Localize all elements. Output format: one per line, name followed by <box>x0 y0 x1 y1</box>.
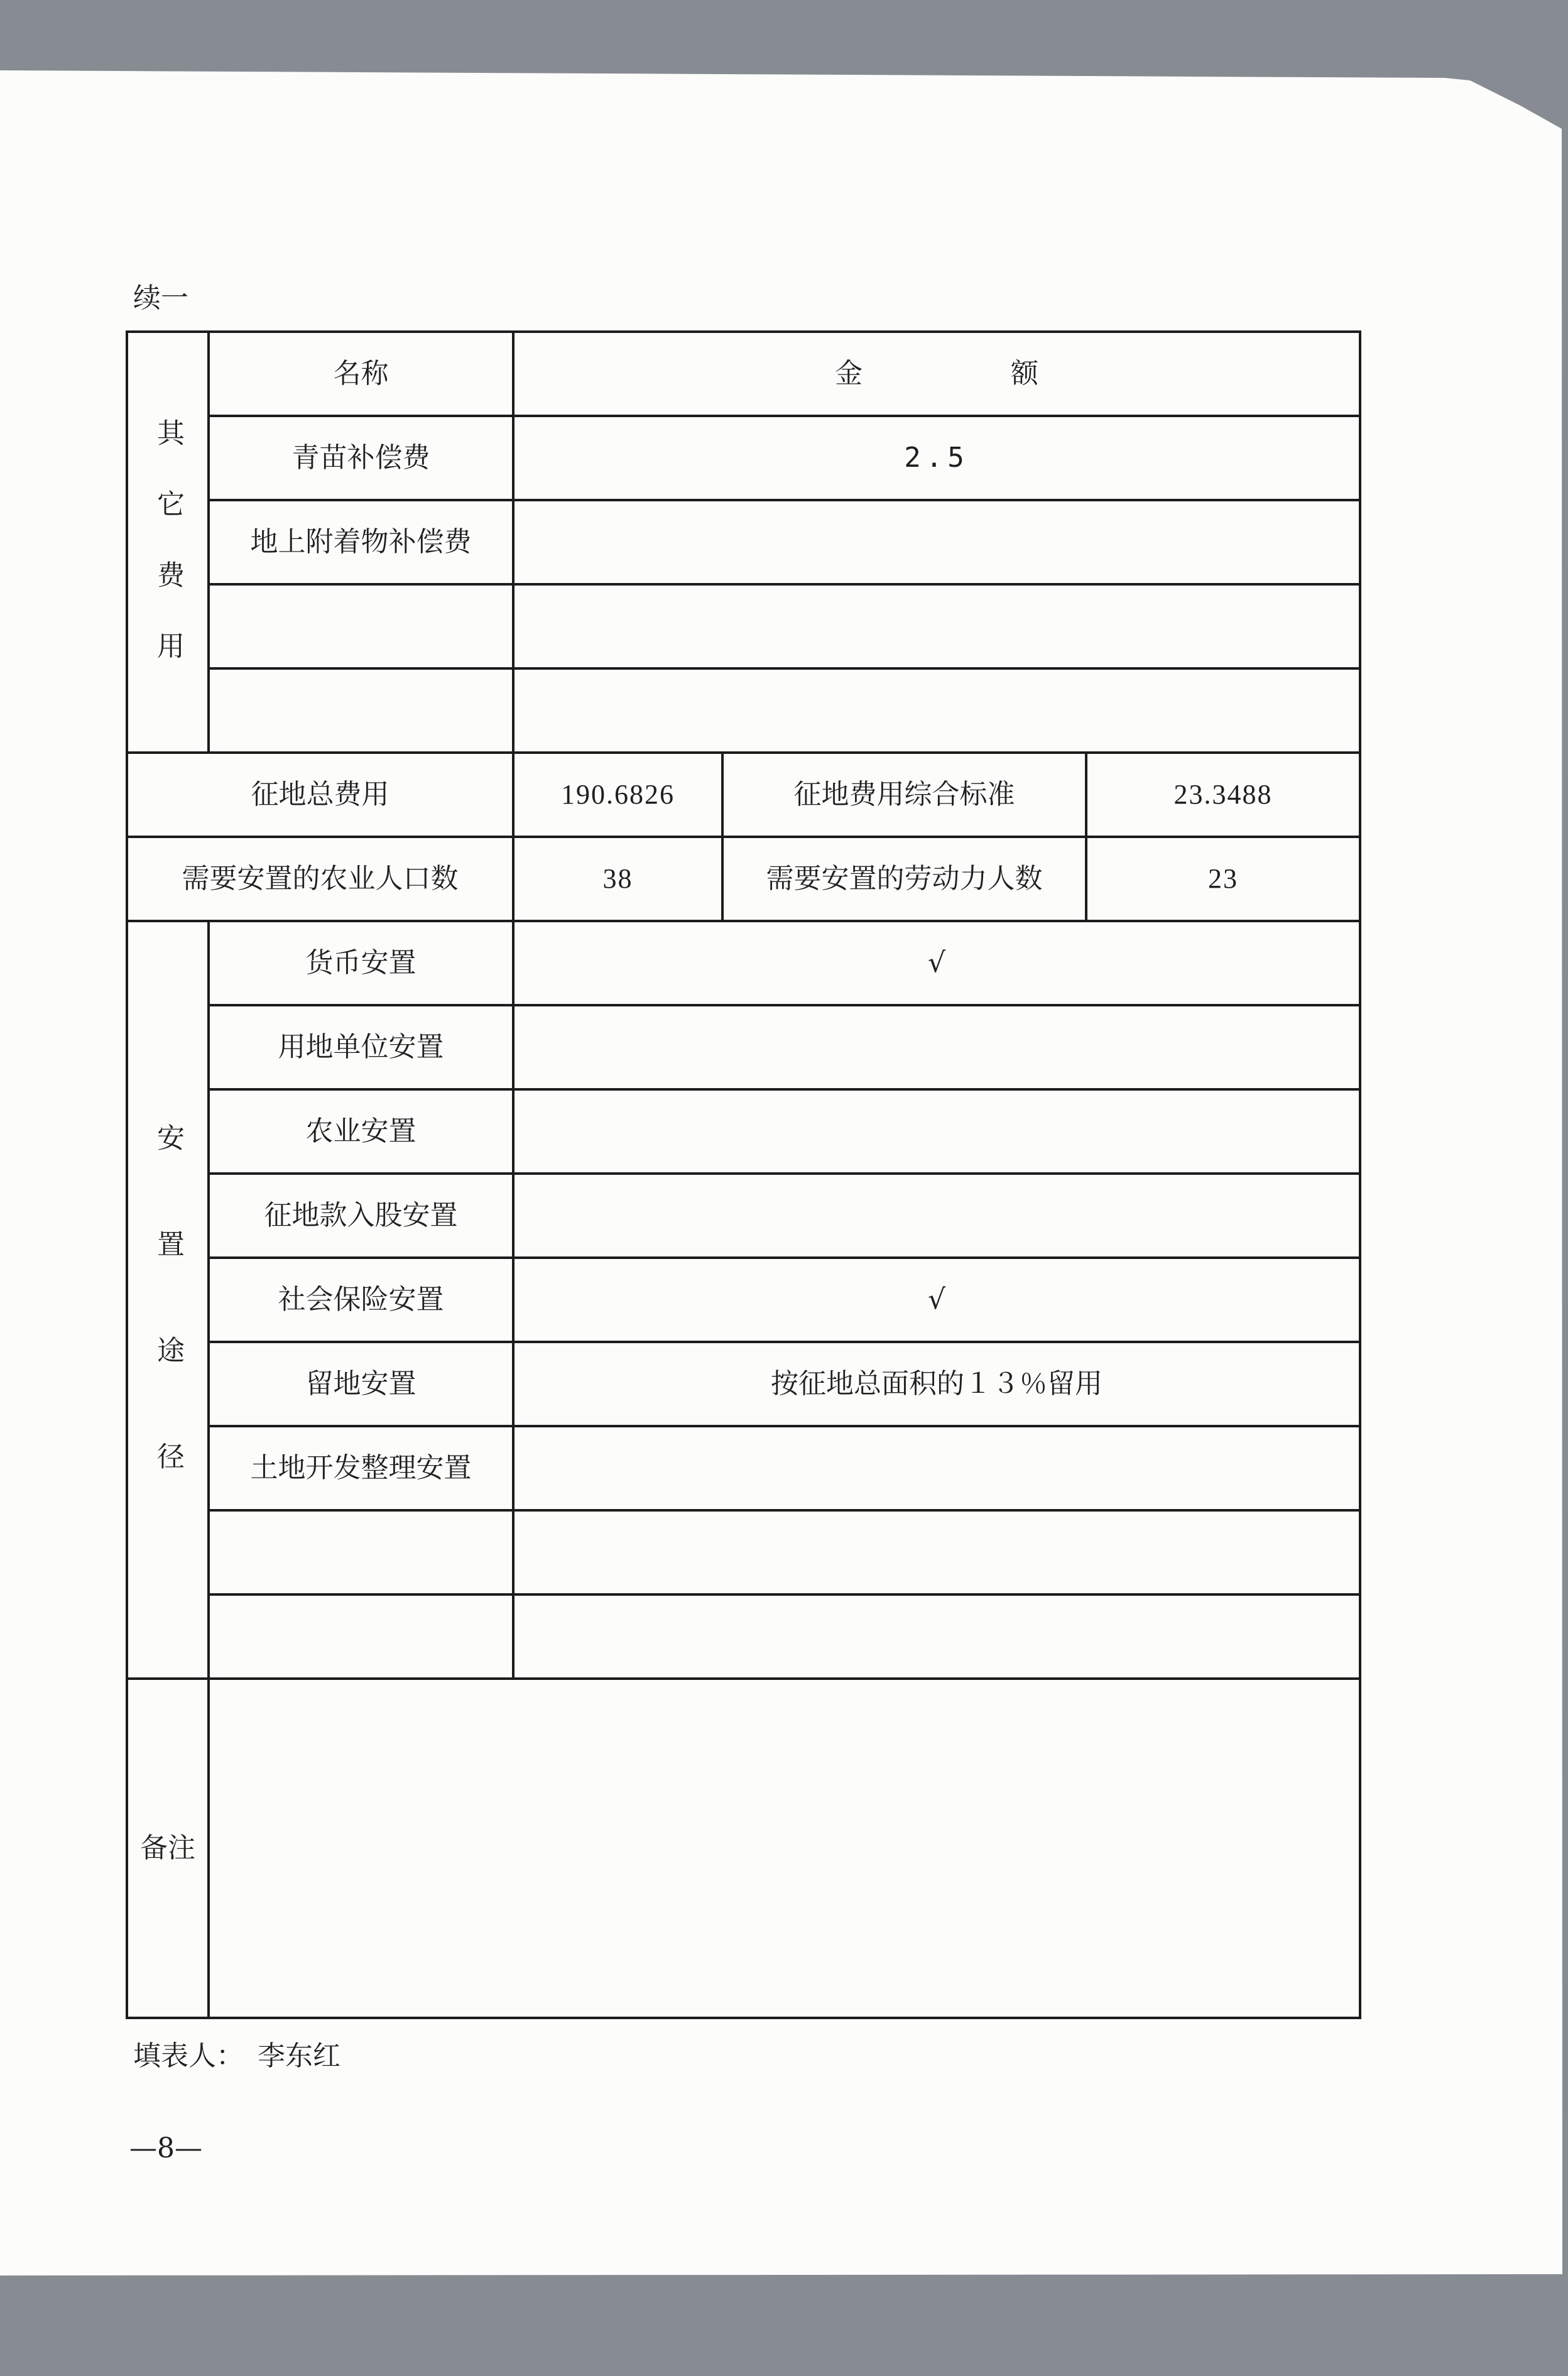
table-row <box>127 416 1360 500</box>
remarks-value <box>209 1679 1360 2018</box>
resettlement-method-value <box>513 1005 1360 1089</box>
remarks-label: 备注 <box>127 1679 209 2018</box>
name-column-header: 名称 <box>209 332 513 416</box>
fee-item-name <box>209 584 513 668</box>
other-fees-section-label <box>127 332 209 753</box>
fee-item-name: 地上附着物补偿费 <box>209 500 513 584</box>
fee-item-amount <box>513 584 1360 668</box>
standard-value: 23.3488 <box>1086 753 1360 837</box>
other-fees-label: 其它费用 <box>152 418 184 702</box>
table-row <box>127 753 1360 837</box>
land-acquisition-table <box>126 330 1361 2019</box>
fee-item-name <box>209 668 513 753</box>
resettlement-method-name: 社会保险安置 <box>209 1258 513 1342</box>
fee-item-amount <box>513 668 1360 753</box>
table-row <box>127 1005 1360 1089</box>
resettlement-method-value: 按征地总面积的１３％留用 <box>513 1342 1360 1426</box>
table-row <box>127 1510 1360 1594</box>
table-row <box>127 921 1360 1005</box>
resettlement-method-name: 征地款入股安置 <box>209 1174 513 1258</box>
resettlement-method-value <box>513 1594 1360 1679</box>
total-fee-label: 征地总费用 <box>127 753 513 837</box>
resettlement-label: 安置途径 <box>152 1123 184 1548</box>
resettlement-method-name <box>209 1594 513 1679</box>
fee-item-amount: 2.5 <box>513 416 1360 500</box>
fee-item-amount <box>513 500 1360 584</box>
table-row <box>127 1258 1360 1342</box>
table-row <box>127 837 1360 921</box>
resettlement-method-value <box>513 1426 1360 1510</box>
filler-label: 填表人： <box>133 2040 244 2072</box>
resettlement-method-value <box>513 1174 1360 1258</box>
farm-population-value: 38 <box>513 837 722 921</box>
table-row <box>127 500 1360 584</box>
amount-column-header <box>513 332 1360 416</box>
table-row <box>127 1679 1360 2018</box>
table-row <box>127 332 1360 416</box>
resettlement-method-name: 货币安置 <box>209 921 513 1005</box>
resettlement-method-value <box>513 1510 1360 1594</box>
resettlement-method-name: 农业安置 <box>209 1089 513 1174</box>
resettlement-section-label <box>127 921 209 1679</box>
total-fee-value: 190.6826 <box>513 753 722 837</box>
resettlement-method-name: 土地开发整理安置 <box>209 1426 513 1510</box>
amount-header-text: 金额 <box>835 357 1187 390</box>
table-row <box>127 584 1360 668</box>
resettlement-method-name <box>209 1510 513 1594</box>
table-row <box>127 1174 1360 1258</box>
resettlement-method-name: 留地安置 <box>209 1342 513 1426</box>
resettlement-method-name: 用地单位安置 <box>209 1005 513 1089</box>
filler-name: 李东红 <box>258 2040 340 2072</box>
resettlement-method-value: √ <box>513 921 1360 1005</box>
farm-population-label: 需要安置的农业人口数 <box>127 837 513 921</box>
table-row <box>127 1089 1360 1174</box>
resettlement-method-value: √ <box>513 1258 1360 1342</box>
labor-count-label: 需要安置的劳动力人数 <box>722 837 1086 921</box>
form-filler <box>133 2039 340 2073</box>
continuation-label: 续一 <box>133 282 188 314</box>
fee-item-name: 青苗补偿费 <box>209 416 513 500</box>
standard-label: 征地费用综合标准 <box>722 753 1086 837</box>
labor-count-value: 23 <box>1086 837 1360 921</box>
table-row <box>127 668 1360 753</box>
table-row <box>127 1594 1360 1679</box>
page-number: —8— <box>129 2132 202 2164</box>
resettlement-method-value <box>513 1089 1360 1174</box>
table-row <box>127 1342 1360 1426</box>
table-row <box>127 1426 1360 1510</box>
